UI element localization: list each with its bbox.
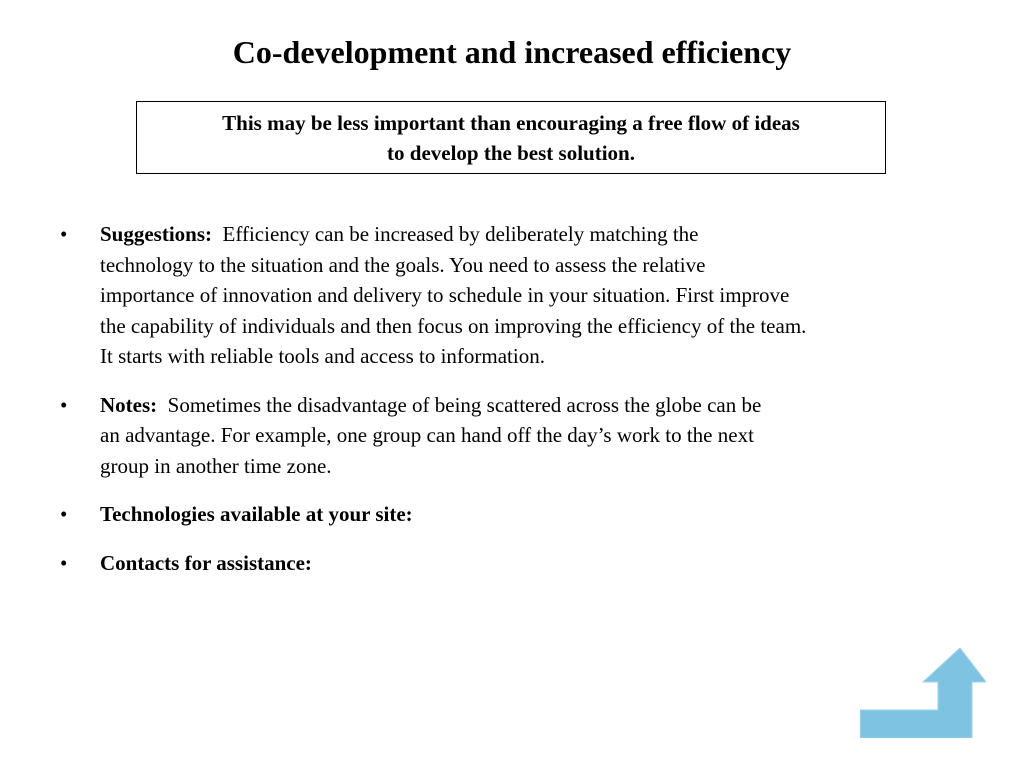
bullet-lead: Technologies available at your site: <box>100 502 413 526</box>
bullet-marker: • <box>60 392 68 417</box>
bullet-suggestions <box>0 219 1024 372</box>
callout-text <box>222 108 800 168</box>
bullet-marker: • <box>60 502 68 526</box>
bullet-line <box>100 219 974 250</box>
bullet-line <box>100 390 974 421</box>
bullet-line <box>100 499 974 530</box>
callout-box <box>136 101 886 174</box>
bullet-technologies <box>0 499 1024 530</box>
return-arrow-shape <box>860 648 986 738</box>
bullet-list <box>0 219 1024 596</box>
bullet-contacts <box>0 548 1024 579</box>
bullet-line <box>100 548 974 579</box>
bullet-lead: Suggestions: <box>100 222 213 246</box>
bullet-text: Sometimes the disadvantage of being scattered across the globe can be <box>167 392 762 417</box>
bullet-text: Efficiency can be increased by deliberately matching the <box>222 222 699 246</box>
bullet-line: the capability of individuals and then focus on improving the efficiency of the team. <box>100 313 807 338</box>
bullet-line: an advantage. For example, one group can hand off the day’s work to the next <box>100 423 754 447</box>
return-arrow-icon[interactable] <box>860 646 986 738</box>
bullet-lead: Contacts for assistance: <box>100 550 312 575</box>
callout-line-1: This may be less important than encouraging a free flow of ideas <box>222 110 800 135</box>
bullet-line: It starts with reliable tools and access to information. <box>100 344 545 368</box>
bullet-lead: Notes: <box>100 392 158 417</box>
bullet-line: technology to the situation and the goals. You need to assess the relative <box>100 252 706 277</box>
callout-line-2: to develop the best solution. <box>387 140 635 165</box>
slide-title: Co-development and increased efficiency <box>232 34 792 70</box>
bullet-marker: • <box>60 222 68 246</box>
bullet-marker: • <box>60 550 68 575</box>
bullet-line: group in another time zone. <box>100 453 332 478</box>
bullet-line: importance of innovation and delivery to schedule in your situation. First improve <box>100 283 790 307</box>
bullet-notes <box>0 390 1024 482</box>
